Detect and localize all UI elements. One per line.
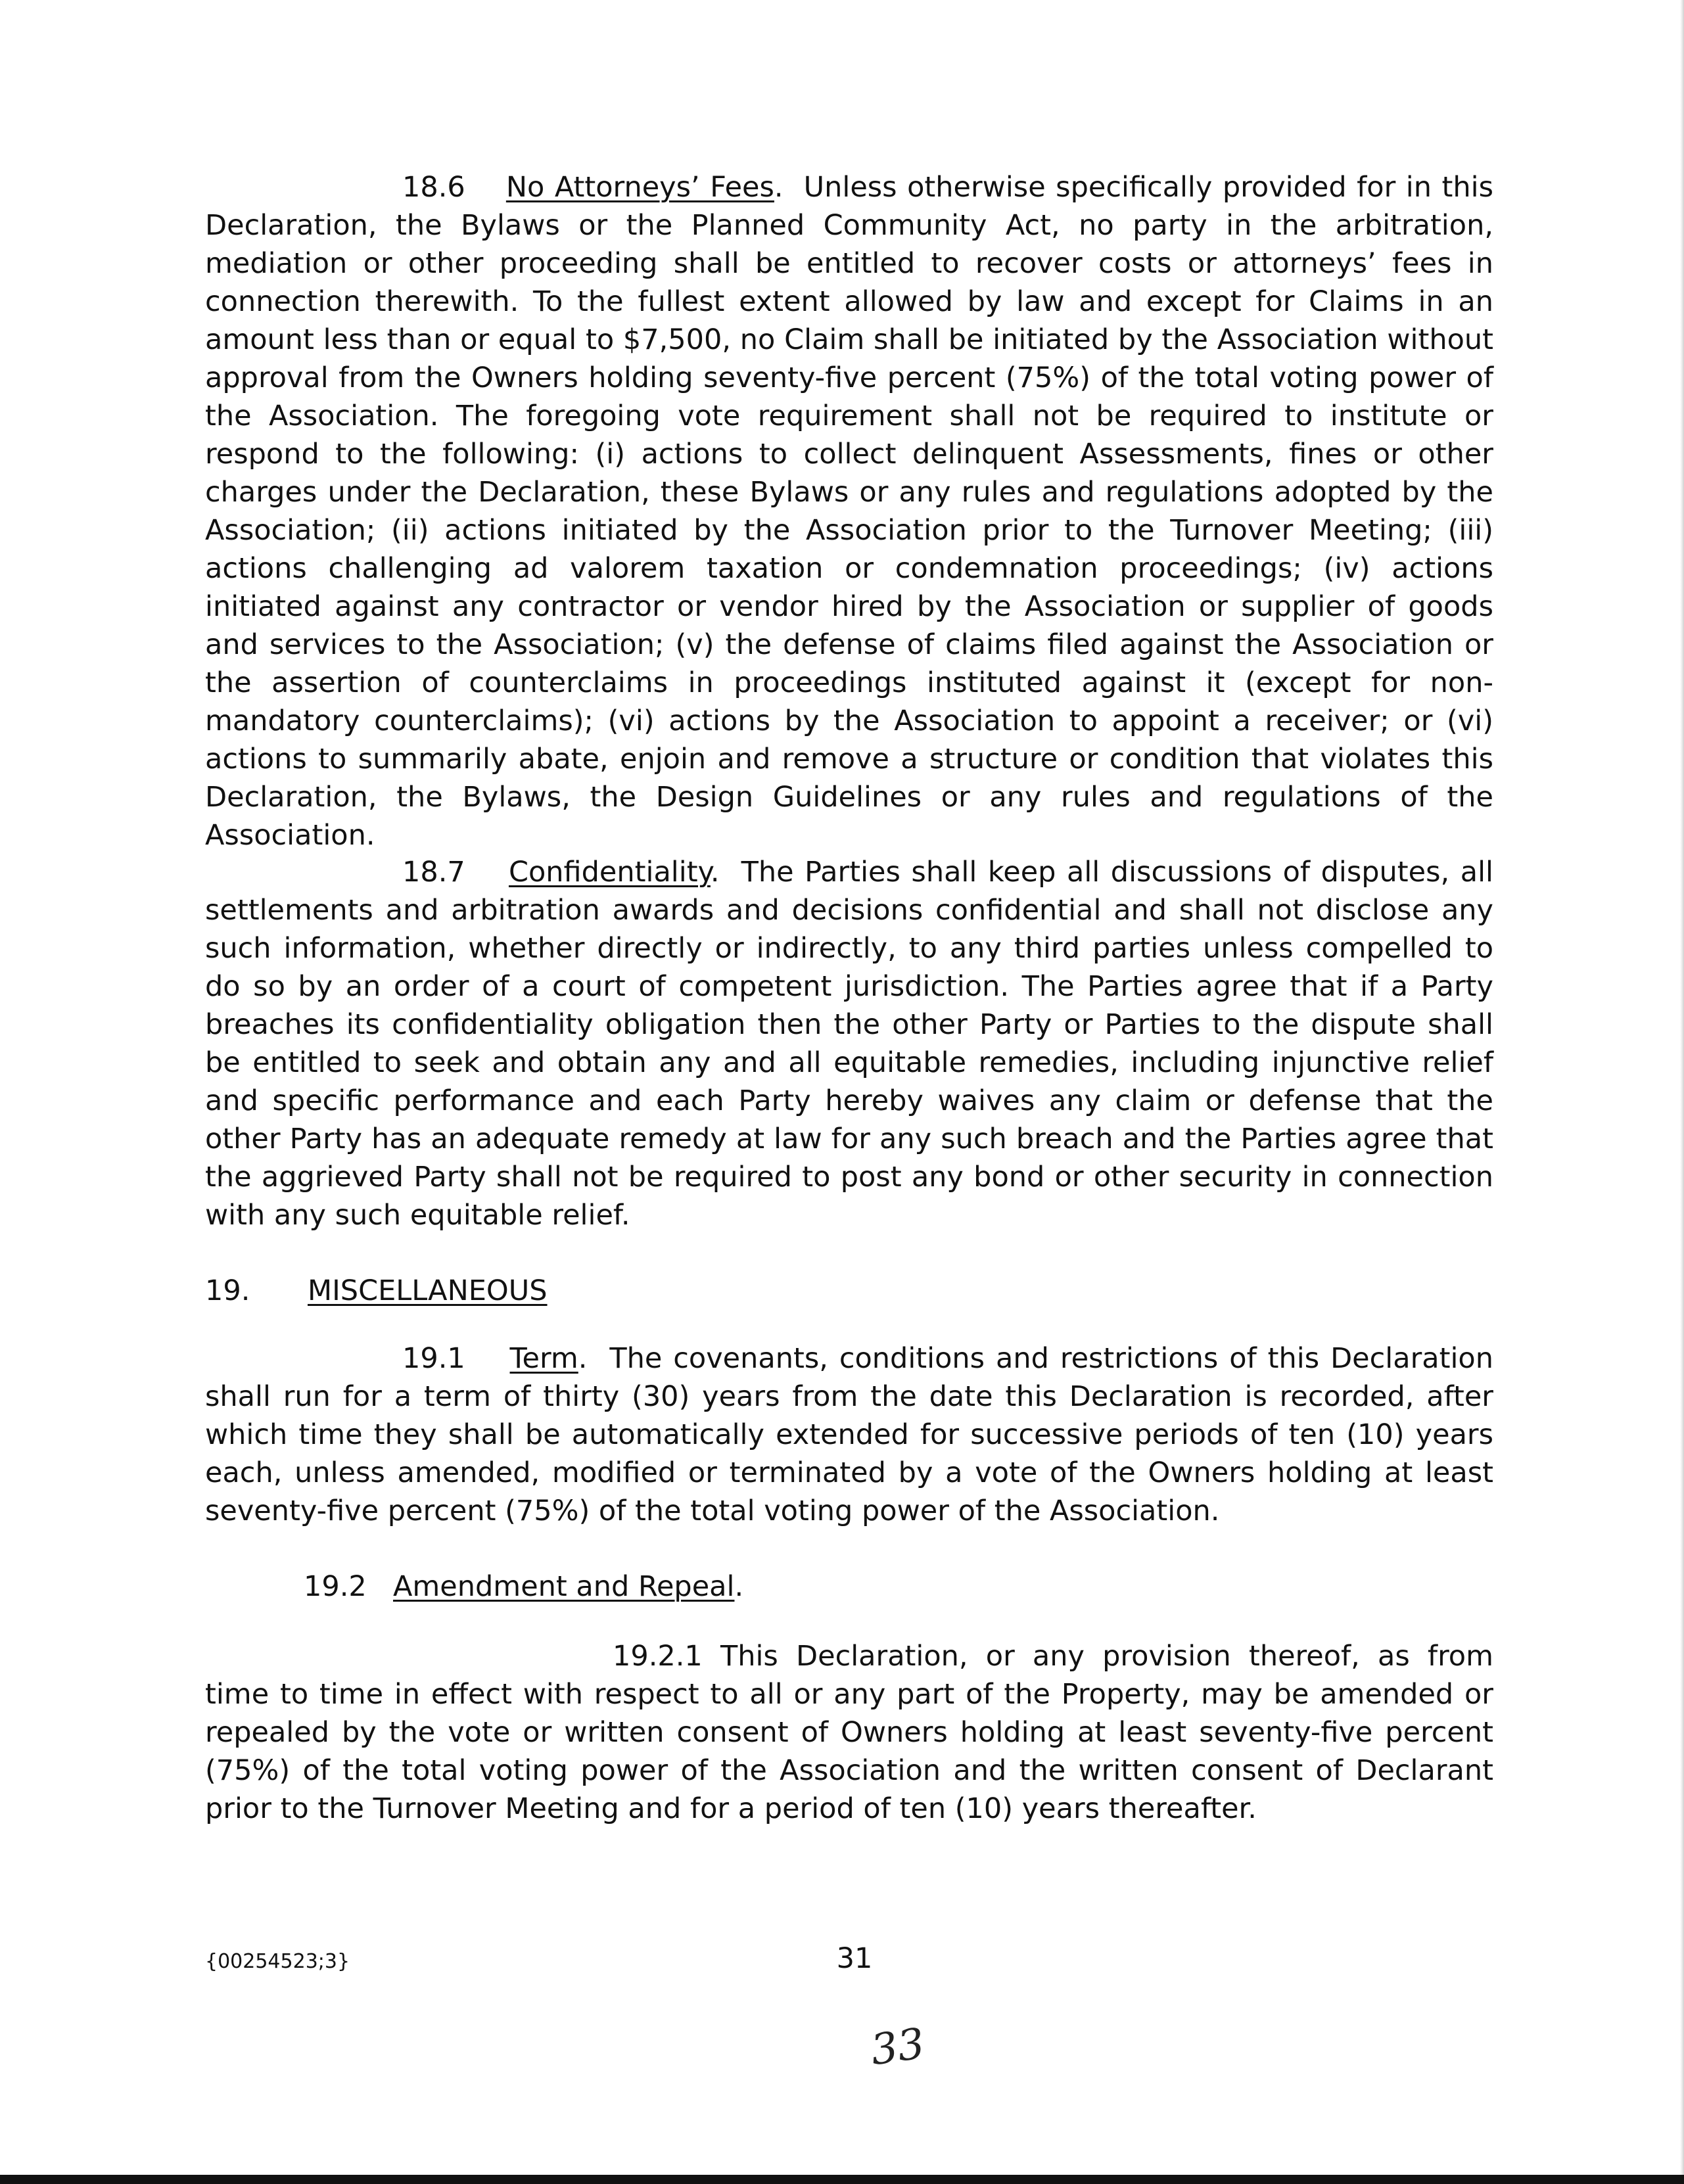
section-18-6-text: Unless otherwise specifically provided for in this Declaration, the Bylaws or the Planned Community Act, no party in the arbitration, mediation or other proceeding shall be entitled to recover costs or attorneys’ fees in connection therewith. To the fullest extent allowed by law and except for Claims in an amount less than or equal to $7,500, no Claim shall be initiated by the Association without approval from the Owners holding seventy-five percent (75%) of the total voting power of the Association. The foregoing vote requirement shall not be required to institute or respond to the following: (i) actions to collect delinquent Assessments, fines or other charges under the Declaration, these Bylaws or any rules and regulations adopted by the Association; (ii) actions initiated by the Association prior to the Turnover Meeting; (iii) actions challenging ad valorem taxation or condemnation proceedings; (iv) actions initiated against any contractor or vendor hired by the Association or supplier of goods and services to the Association; (v) the defense of claims filed against the Association or the assertion of counterclaims in proceedings instituted against it (except for non-mandatory counterclaims); (vi) actions by the Association to appoint a receiver; or (vi) actions to summarily abate, enjoin and remove a structure or condition that violates this Declaration, the Bylaws, the Design Guidelines or any rules and regulations of the Association. [205, 171, 1493, 852]
handwritten-page-number: 33 [868, 2019, 928, 2076]
section-19-heading-line [205, 1272, 1493, 1310]
section-18-6-paragraph: 18.6 No Attorneys’ Fees. Unless otherwise specifically provided for in this Declaration, the Bylaws or the Planned Community Act, no party in the arbitration, mediation or other proceeding shall be entitled to recover costs or attorneys’ fees in connection therewith. To the fullest extent allowed by law and except for Claims in an amount less than or equal to $7,500, no Claim shall be initiated by the Association without approval from the Owners holding seventy-five percent (75%) of the total voting power of the Association. The foregoing vote requirement shall not be required to institute or respond to the following: (i) actions to collect delinquent Assessments, fines or other charges under the Declaration, these Bylaws or any rules and regulations adopted by the Association; (ii) actions initiated by the Association prior to the Turnover Meeting; (iii) actions challenging ad valorem taxation or condemnation proceedings; (iv) actions initiated against any contractor or vendor hired by the Association or supplier of goods and services to the Association; (v) the defense of claims filed against the Association or the assertion of counterclaims in proceedings instituted against it (except for non-mandatory counterclaims); (vi) actions by the Association to appoint a receiver; or (vi) actions to summarily abate, enjoin and remove a structure or condition that violates this Declaration, the Bylaws, the Design Guidelines or any rules and regulations of the Association. [205, 168, 1493, 854]
section-18-7-heading: Confidentiality [508, 856, 711, 889]
section-19-2-1-text: This Declaration, or any provision thereof, as from time to time in effect with respect to all or any part of the Property, may be amended or repealed by the vote or written consent of Owners holding at least seventy-five percent (75%) of the total voting power of the Association and the written consent of Declarant prior to the Turnover Meeting and for a period of ten (10) years thereafter. [205, 1640, 1493, 1825]
section-19-2-heading-block [205, 1568, 1592, 1606]
section-19-2-1 [205, 1637, 1493, 1828]
section-19-heading: MISCELLANEOUS [308, 1274, 548, 1307]
scan-edge-right [1680, 0, 1684, 2184]
section-19-heading-block [205, 1272, 1493, 1310]
section-19-2-number: 19.2 [304, 1570, 367, 1603]
section-18-6-number: 18.6 [402, 171, 465, 204]
section-19-1 [205, 1339, 1493, 1530]
section-18-7-text: The Parties shall keep all discussions of disputes, all settlements and arbitration awards and decisions confidential and shall not disclose any such information, whether directly or indirectly, to any third parties unless compelled to do so by an order of a court of competent jurisdiction. The Parties agree that if a Party breaches its confidentiality obligation then the other Party or Parties to the dispute shall be entitled to seek and obtain any and all equitable remedies, including injunctive relief and specific performance and each Party hereby waives any claim or defense that the other Party has an adequate remedy at law for any such breach and the Parties agree that the aggrieved Party shall not be required to post any bond or other security in connection with any such equitable relief. [205, 856, 1493, 1232]
section-19-1-paragraph: 19.1 Term. The covenants, conditions and restrictions of this Declaration shall run for a term of thirty (30) years from the date this Declaration is recorded, after which time they shall be automatically extended for successive periods of ten (10) years each, unless amended, modified or terminated by a vote of the Owners holding at least seventy-five percent (75%) of the total voting power of the Association. [205, 1339, 1493, 1530]
section-19-2-1-paragraph [205, 1637, 1493, 1828]
document-id: {00254523;3} [205, 1950, 350, 1973]
section-19-2-1-number: 19.2.1 [613, 1640, 703, 1673]
section-19-2-heading-line: 19.2 Amendment and Repeal. [304, 1568, 1592, 1606]
section-18-7-number: 18.7 [402, 856, 465, 889]
page-number: 31 [836, 1942, 873, 1975]
section-19-number: 19. [205, 1274, 250, 1307]
section-19-2-heading: Amendment and Repeal [393, 1570, 735, 1603]
scan-edge-bottom [0, 2175, 1684, 2184]
section-19-1-number: 19.1 [402, 1342, 465, 1375]
section-19-1-text: The covenants, conditions and restrictions of this Declaration shall run for a term of thirty (30) years from the date this Declaration is recorded, after which time they shall be automatically extended for successive periods of ten (10) years each, unless amended, modified or terminated by a vote of the Owners holding at least seventy-five percent (75%) of the total voting power of the Association. [205, 1342, 1493, 1527]
section-19-1-heading: Term [509, 1342, 578, 1375]
section-18-7 [205, 853, 1493, 1234]
section-18-6 [205, 168, 1493, 854]
section-18-7-paragraph: 18.7 Confidentiality. The Parties shall keep all discussions of disputes, all settlements and arbitration awards and decisions confidential and shall not disclose any such information, whether directly or indirectly, to any third parties unless compelled to do so by an order of a court of competent jurisdiction. The Parties agree that if a Party breaches its confidentiality obligation then the other Party or Parties to the dispute shall be entitled to seek and obtain any and all equitable remedies, including injunctive relief and specific performance and each Party hereby waives any claim or defense that the other Party has an adequate remedy at law for any such breach and the Parties agree that the aggrieved Party shall not be required to post any bond or other security in connection with any such equitable relief. [205, 853, 1493, 1234]
section-18-6-heading: No Attorneys’ Fees [505, 171, 774, 204]
